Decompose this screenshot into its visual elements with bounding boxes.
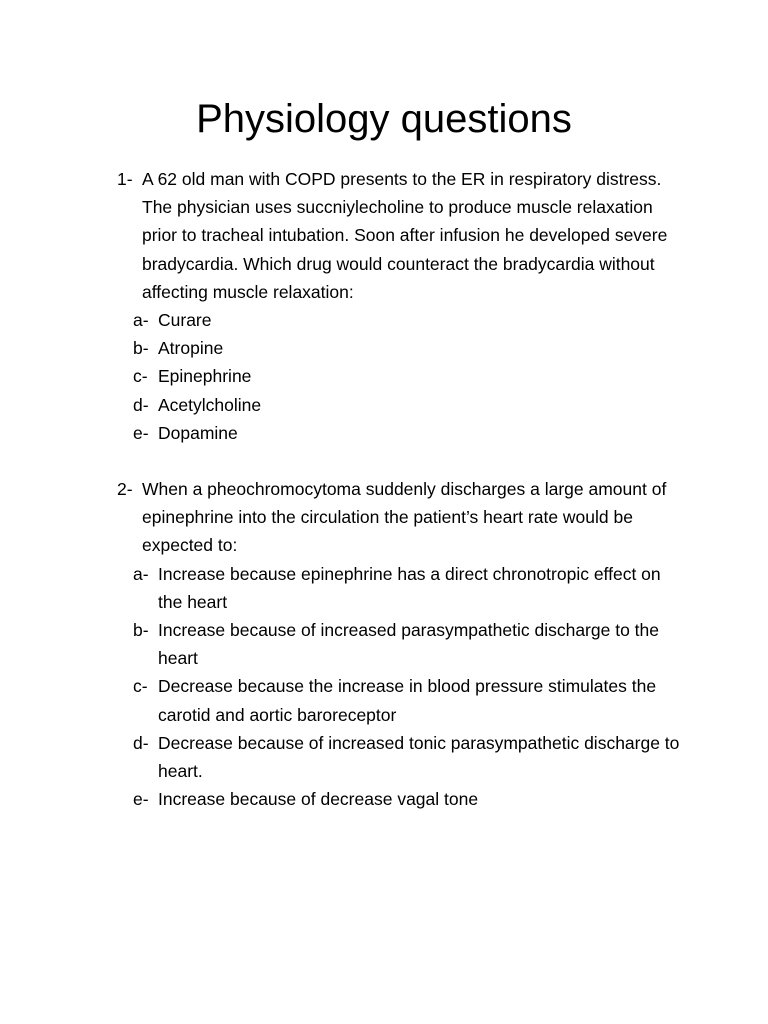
question-number: 1- xyxy=(117,169,133,189)
option-letter: a- xyxy=(133,310,149,331)
option-text: Increase because of decrease vagal tone xyxy=(158,789,479,810)
option-text: Decrease because the increase in blood pressure stimulates the carotid and aortic baroreceptor xyxy=(158,676,657,725)
answer-option xyxy=(0,391,683,419)
question-2 xyxy=(0,475,768,813)
answer-options xyxy=(0,306,768,447)
option-letter: e- xyxy=(133,422,149,443)
option-letter: e- xyxy=(133,789,149,810)
option-text: Increase because of increased parasympathetic discharge to the heart xyxy=(158,620,659,669)
answer-option xyxy=(0,785,683,813)
option-text: Epinephrine xyxy=(158,366,252,387)
option-text: Acetylcholine xyxy=(158,394,262,415)
option-text: Curare xyxy=(158,310,212,331)
option-letter: b- xyxy=(133,338,149,359)
option-letter: d- xyxy=(133,394,149,415)
answer-option xyxy=(0,672,683,728)
option-text: Dopamine xyxy=(158,422,238,443)
option-text: Increase because epinephrine has a direct chronotropic effect on the heart xyxy=(158,563,661,612)
question-text: A 62 old man with COPD presents to the ER in respiratory distress. The physician uses succniylecholine to produce muscle relaxation prior to tracheal intubation. Soon after infusion he developed severe bradycardia. Which drug would counteract the bradycardia without affecting muscle relaxation: xyxy=(142,169,668,302)
option-letter: c- xyxy=(133,366,148,387)
answer-option xyxy=(0,334,683,362)
question-stem xyxy=(0,165,672,306)
page-title: Physiology questions xyxy=(196,97,572,141)
question-number: 2- xyxy=(117,479,133,499)
option-text: Decrease because of increased tonic parasympathetic discharge to heart. xyxy=(158,732,680,782)
question-text: When a pheochromocytoma suddenly discharges a large amount of epinephrine into the circulation the patient’s heart rate would be expected to: xyxy=(142,479,667,556)
option-letter: c- xyxy=(133,676,148,697)
option-letter: a- xyxy=(133,563,149,584)
answer-option xyxy=(0,419,683,447)
option-letter: b- xyxy=(133,620,149,641)
answer-options xyxy=(0,560,768,814)
answer-option xyxy=(0,362,683,390)
option-letter: d- xyxy=(133,732,149,753)
option-text: Atropine xyxy=(158,338,224,359)
answer-option xyxy=(0,306,683,334)
question-stem xyxy=(0,475,672,560)
answer-option xyxy=(0,616,683,672)
question-1 xyxy=(0,165,768,447)
answer-option xyxy=(0,560,683,616)
answer-option xyxy=(0,729,683,785)
